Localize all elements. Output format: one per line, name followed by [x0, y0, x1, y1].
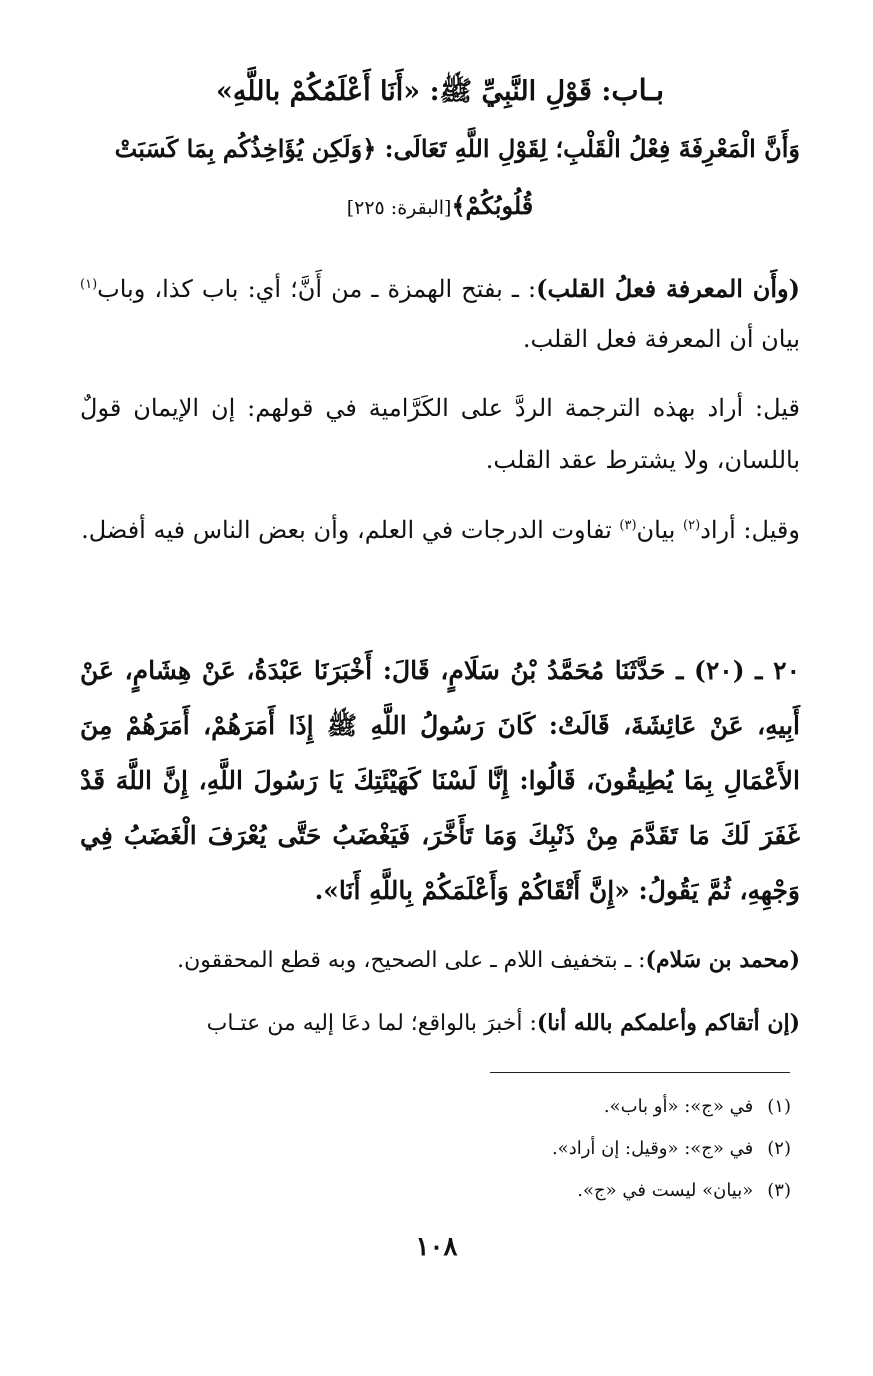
commentary-paragraph-3 — [80, 502, 800, 558]
footnote-text: في «ج»: «أو باب». — [603, 1096, 754, 1117]
commentary-text: بيان أن المعرفة فعل القلب. — [522, 325, 800, 353]
commentary-paragraph-2: قيل: أراد بهذه الترجمة الردَّ على الكَرَّامية في قولهم: إن الإيمان قولٌ باللسان، ولا يشترط عقد القلب. — [80, 394, 801, 474]
chapter-title-text: : قَوْلِ النَّبِيِّ ﷺ: «أَنَا أَعْلَمُكُمْ باللَّهِ» — [215, 76, 612, 107]
hadith-text: ٢٠ ـ (٢٠) ـ حَدَّثَنَا مُحَمَّدُ بْنُ سَلَامٍ، قَالَ: أَخْبَرَنَا عَبْدَةُ، عَنْ هِشَامٍ، عَنْ أَبِيهِ، عَنْ عَائِشَةَ، قَالَتْ: كَانَ رَسُولُ اللَّهِ ﷺ إِذَا أَمَرَهُمْ، أَمَرَهُمْ مِنَ الأَعْمَالِ بِمَا يُطِيقُونَ، قَالُوا: إِنَّا لَسْنَا كَهَيْئَتِكَ يَا رَسُولَ اللَّهِ، إِنَّ اللَّهَ قَدْ غَفَرَ لَكَ مَا تَقَدَّمَ مِنْ ذَنْبِكَ وَمَا تَأَخَّرَ، فَيَغْضَبُ حَتَّى يُعْرَفَ الْغَضَبُ فِي وَجْهِهِ، ثُمَّ يَقُولُ: «إِنَّ أَتْقَاكُمْ وَأَعْلَمَكُمْ بِاللَّهِ أَنَا». — [80, 656, 800, 905]
footnote-number: (٢) — [767, 1138, 791, 1159]
footnote-number: (١) — [767, 1096, 791, 1117]
quran-verse-end: قُلُوبُكُمْ﴾ — [451, 191, 534, 220]
footnote-ref: (٢) — [683, 518, 701, 533]
commentary-paragraph-5 — [80, 937, 800, 984]
commentary-text: بيان — [636, 516, 684, 544]
commentary-paragraph-1 — [80, 264, 800, 364]
footnote-text: في «ج»: «وقيل: إن أراد». — [551, 1138, 754, 1159]
chapter-title — [80, 70, 800, 112]
footnote — [291, 1128, 791, 1170]
commentary-text: : أخبرَ بالواقع؛ لما دعَا إليه من عتـاب — [206, 1011, 537, 1036]
chapter-bab-label: بـاب — [611, 73, 665, 107]
commentary-text: : ـ بتخفيف اللام ـ على الصحيح، وبه قطع المحققون. — [177, 948, 646, 973]
commentary-lemma: (إن أتقاكم وأعلمكم بالله أنا) — [536, 1010, 800, 1036]
footnote-divider — [490, 1072, 790, 1073]
footnotes — [291, 1086, 791, 1212]
footnote — [291, 1170, 791, 1212]
footnote-number: (٣) — [767, 1180, 791, 1201]
quran-reference: [البقرة: ٢٢٥] — [346, 197, 452, 219]
commentary-text: : ـ بفتح الهمزة ـ من أَنَّ؛ أي: باب كذا، وباب — [97, 275, 537, 303]
chapter-subtitle-line-1: وَأَنَّ الْمَعْرِفَةَ فِعْلُ الْقَلْبِ؛ لِقَوْلِ اللَّهِ تَعَالَى: ﴿وَلَكِن يُؤَاخِذُكُم بِمَا كَسَبَتْ — [114, 134, 800, 163]
footnote-text: «بيان» ليست في «ج». — [577, 1180, 754, 1201]
commentary-text: وقيل: أراد — [700, 516, 800, 544]
commentary-paragraph-6 — [80, 1000, 800, 1047]
commentary-lemma: (محمد بن سَلام) — [645, 947, 800, 973]
footnote-ref: (٣) — [619, 518, 637, 533]
page-number: ١٠٨ — [415, 1232, 458, 1262]
footnote-ref: (١) — [80, 277, 98, 292]
footnote — [291, 1086, 791, 1128]
chapter-subtitle-line-2 — [80, 186, 800, 228]
commentary-lemma: (وأَن المعرفة فعلُ القلب) — [536, 274, 800, 303]
commentary-text: تفاوت الدرجات في العلم، وأن بعض الناس فيه أفضل. — [81, 516, 620, 544]
